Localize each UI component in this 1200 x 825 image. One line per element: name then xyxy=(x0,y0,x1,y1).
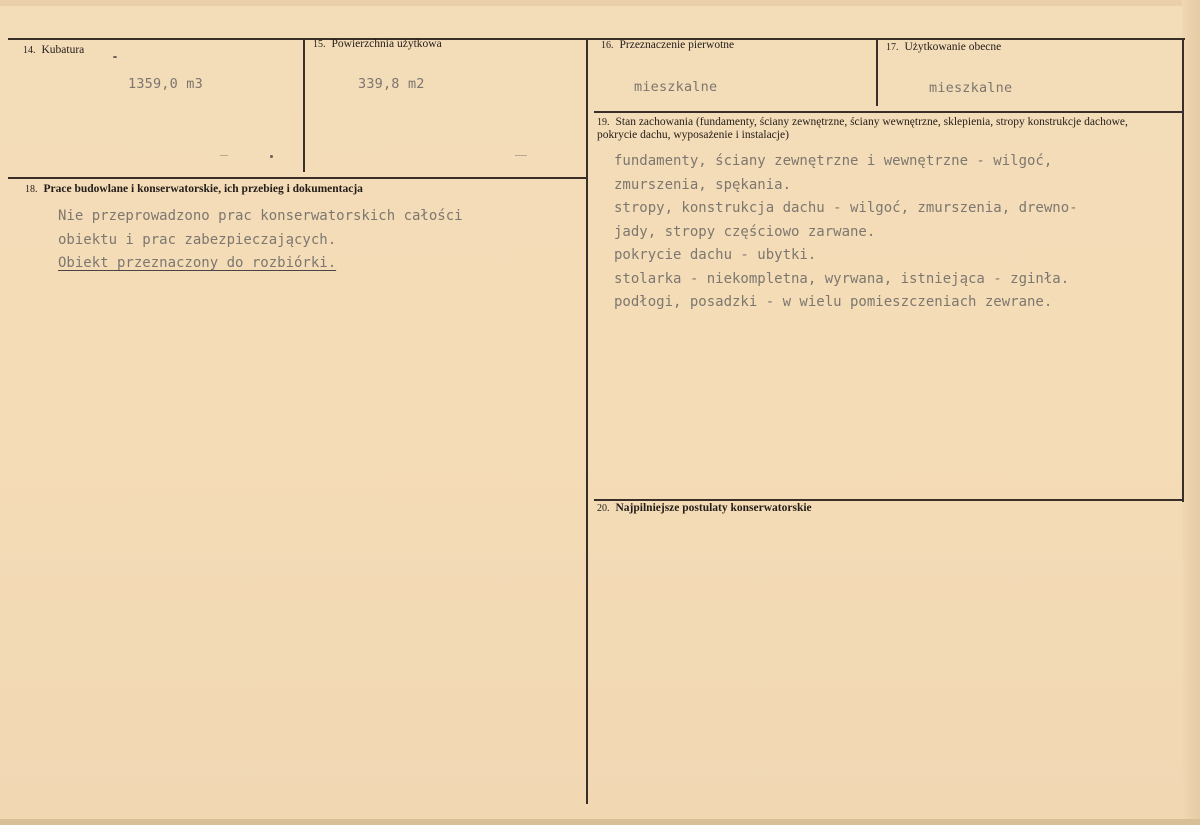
field-15-title: Powierzchnia użytkowa xyxy=(331,38,442,50)
main-divider xyxy=(586,38,588,804)
field-19-line: fundamenty, ściany zewnętrzne i wewnętrzne - wilgoć, xyxy=(614,153,1053,169)
field-15-value: 339,8 m2 xyxy=(358,76,425,92)
field-19-title: Stan zachowania (fundamenty, ściany zewnętrzne, ściany wewnętrzne, sklepienia, stropy konstrukcje dachowe, pokrycie dachu, wyposażenie i instalacje) xyxy=(597,116,1128,141)
field-17-value: mieszkalne xyxy=(929,80,1013,96)
divider-14-15 xyxy=(303,38,305,172)
paper-mark xyxy=(515,155,527,156)
field-14-label xyxy=(23,44,84,57)
paper-speck xyxy=(113,56,117,58)
field-18-line: obiektu i prac zabezpieczających. xyxy=(58,231,337,248)
field-19-line: stropy, konstrukcja dachu - wilgoć, zmurszenia, drewno- xyxy=(614,200,1078,216)
top-rule xyxy=(8,38,1185,40)
field-17-label xyxy=(886,41,1001,54)
field-18-text xyxy=(58,208,463,279)
field-19-number: 19. xyxy=(597,117,610,128)
right-border xyxy=(1182,38,1184,502)
field-19-line: pokrycie dachu - ubytki. xyxy=(614,247,817,263)
rule-above-19 xyxy=(594,111,1184,113)
paper-speck xyxy=(270,155,273,158)
field-19-line: zmurszenia, spękania. xyxy=(614,176,792,193)
field-20-label xyxy=(597,502,812,515)
field-16-label xyxy=(601,39,734,52)
field-20-number: 20. xyxy=(597,503,610,514)
field-14-title: Kubatura xyxy=(41,44,85,56)
field-18-title: Prace budowlane i konserwatorskie, ich przebieg i dokumentacja xyxy=(43,183,363,195)
field-16-title: Przeznaczenie pierwotne xyxy=(619,39,735,51)
divider-16-17 xyxy=(876,38,878,106)
field-16-number: 16. xyxy=(601,40,614,51)
card-edge-right xyxy=(1182,0,1200,825)
field-18-number: 18. xyxy=(25,184,38,195)
rule-above-20 xyxy=(594,499,1184,501)
field-18-line-underlined: Obiekt przeznaczony do rozbiórki. xyxy=(58,255,337,271)
field-14-value: 1359,0 m3 xyxy=(128,76,203,92)
field-16-value: mieszkalne xyxy=(634,79,718,95)
field-19-line: jady, stropy częściowo zarwane. xyxy=(614,223,876,240)
field-19-label xyxy=(597,116,1167,142)
field-14-number: 14. xyxy=(23,45,36,56)
field-20-title: Najpilniejsze postulaty konserwatorskie xyxy=(615,502,812,514)
rule-above-18 xyxy=(8,177,587,179)
field-18-line: Nie przeprowadzono prac konserwatorskich całości xyxy=(58,208,463,224)
field-17-number: 17. xyxy=(886,42,899,53)
field-18-label xyxy=(25,183,363,196)
field-19-line: stolarka - niekompletna, wyrwana, istniejąca - zginła. xyxy=(614,270,1070,287)
field-19-line: podłogi, posadzki - w wielu pomieszczeniach zewrane. xyxy=(614,294,1053,310)
field-15-number: 15. xyxy=(313,39,326,50)
paper-mark xyxy=(220,155,228,156)
field-17-title: Użytkowanie obecne xyxy=(904,41,1002,53)
field-19-text xyxy=(614,153,1078,318)
card-edge-top xyxy=(0,0,1200,6)
card-edge-bottom xyxy=(0,819,1200,825)
field-15-label xyxy=(313,38,442,51)
